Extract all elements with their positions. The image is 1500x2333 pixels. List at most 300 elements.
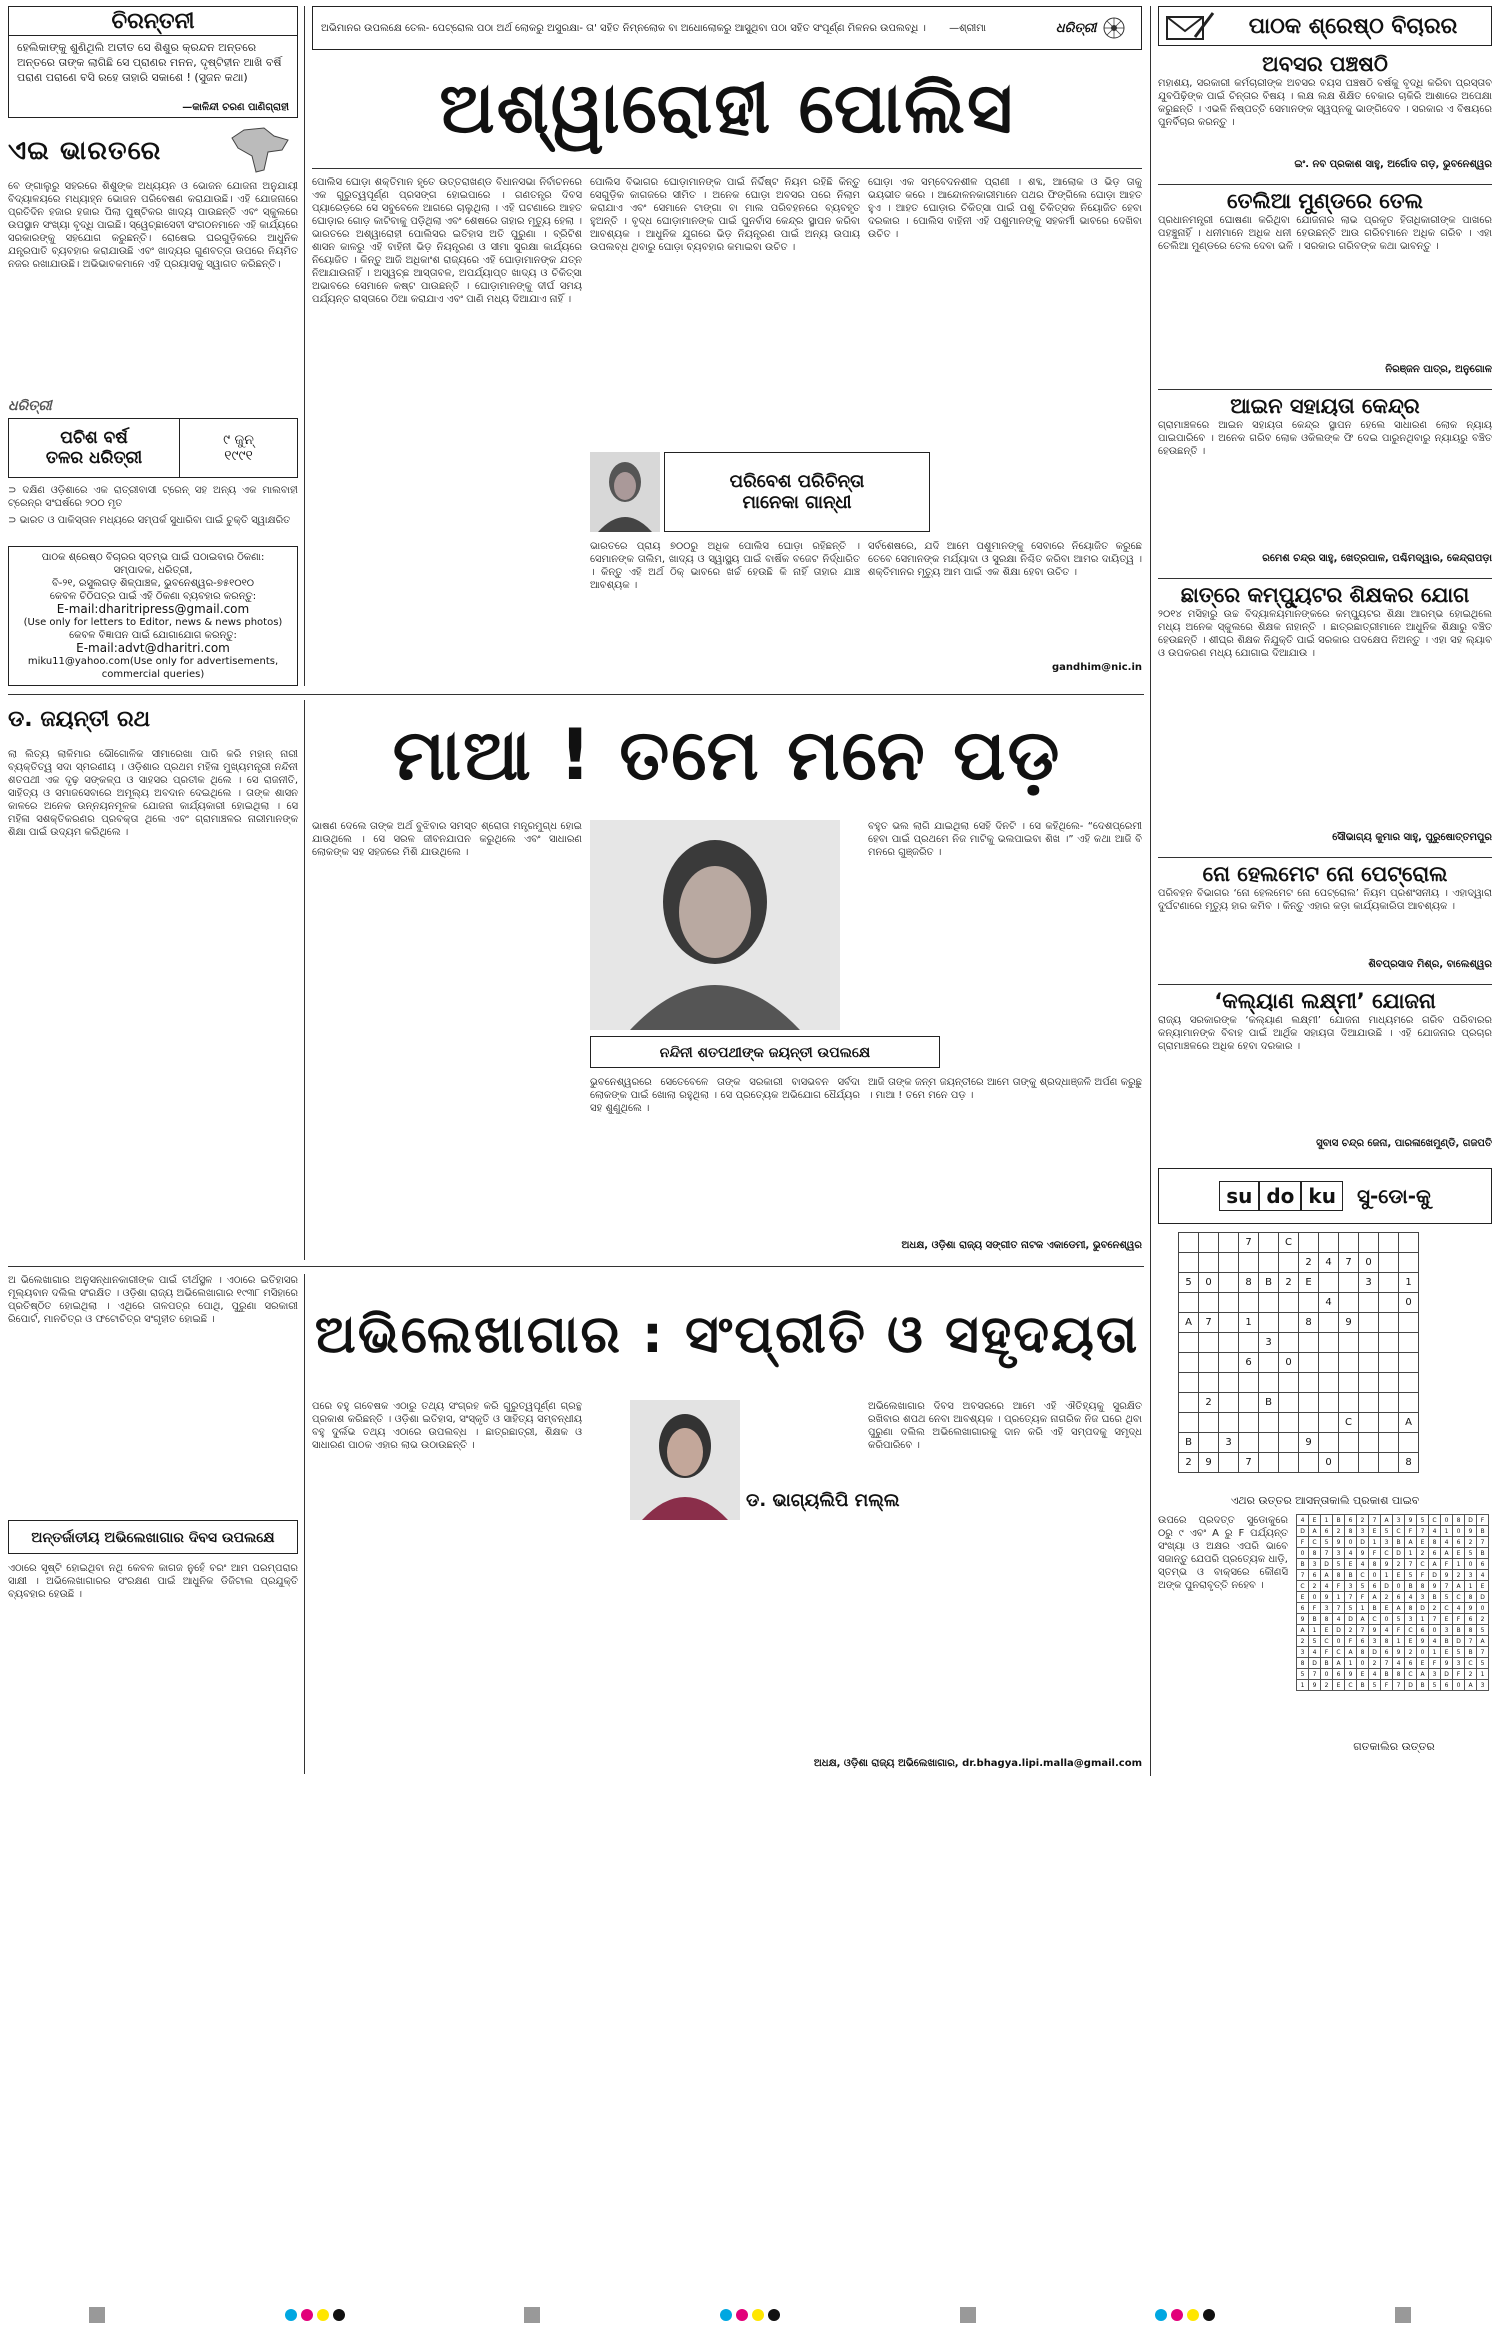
sudoku-row xyxy=(1179,1273,1419,1293)
answer-cell: 1 xyxy=(1477,1669,1489,1680)
pachisha-masthead: ଧରିତ୍ରୀ xyxy=(8,398,52,414)
sudoku-title-su: su xyxy=(1219,1181,1259,1211)
sudoku-cell xyxy=(1399,1373,1419,1393)
letter-body: ଗ୍ରାମାଞ୍ଚଳରେ ଆଇନ ସହାୟତା କେନ୍ଦ୍ର ସ୍ଥାପନ ହେଲେ ସାଧାରଣ ଲୋକ ନ୍ୟାୟ ପାଇପାରିବେ । ଅନେକ ଗରିବ ଲୋକ ଓକିଲଙ୍କ ଫି ଦେଇ ପାରୁନଥିବାରୁ ନ୍ୟାୟରୁ ବଞ୍ଚିତ ହେଉଛନ୍ତି । xyxy=(1158,420,1492,457)
answer-cell: A xyxy=(1405,1537,1417,1548)
sudoku-cell xyxy=(1219,1413,1239,1433)
answer-cell: F xyxy=(1345,1636,1357,1647)
answer-cell: 2 xyxy=(1369,1658,1381,1669)
sudoku-cell xyxy=(1239,1333,1259,1353)
sudoku-cell: 9 xyxy=(1339,1313,1359,1333)
sudoku-cell xyxy=(1359,1313,1379,1333)
answer-cell: D xyxy=(1309,1658,1321,1669)
letter-title: ତେଲିଆ ମୁଣ୍ଡରେ ତେଲ xyxy=(1226,189,1424,213)
answer-cell: 9 xyxy=(1465,1603,1477,1614)
answer-cell: 2 xyxy=(1393,1559,1405,1570)
letter-item xyxy=(1158,989,1492,1159)
answer-cell: A xyxy=(1369,1592,1381,1603)
answer-cell: 9 xyxy=(1441,1658,1453,1669)
archive-subhead: ଅନ୍ତର୍ଜାତୀୟ ଅଭିଲେଖାଗାର ଦିବସ ଉପଲକ୍ଷେ xyxy=(8,1520,298,1554)
answer-cell: 5 xyxy=(1477,1658,1489,1669)
sudoku-row xyxy=(1179,1293,1419,1313)
sudoku-row xyxy=(1297,1647,1489,1658)
sudoku-cell xyxy=(1339,1233,1359,1253)
answer-cell: 3 xyxy=(1453,1658,1465,1669)
answer-cell: C xyxy=(1369,1614,1381,1625)
answer-cell: A xyxy=(1393,1603,1405,1614)
top-quote-logo: ଧରିତ୍ରୀ xyxy=(1055,20,1097,36)
answer-cell: 1 xyxy=(1465,1581,1477,1592)
sudoku-cell xyxy=(1319,1313,1339,1333)
sudoku-row xyxy=(1179,1453,1419,1473)
contact-address-2: ବି-୨୧, ରସୁଲଗଡ଼ ଶିଳ୍ପାଞ୍ଚଳ, ଭୁବନେଶ୍ୱର-୭୫୧୦୧୦ xyxy=(51,578,255,589)
answer-cell: A xyxy=(1441,1548,1453,1559)
answer-cell: 6 xyxy=(1453,1537,1465,1548)
sudoku-cell xyxy=(1379,1373,1399,1393)
sudoku-cell xyxy=(1219,1253,1239,1273)
letter-body: ପ୍ରଧାନମନ୍ତ୍ରୀ ଘୋଷଣା କରିଥିବା ଯୋଜନାର ଲାଭ ପ୍ରକୃତ ହିତାଧିକାରୀଙ୍କ ପାଖରେ ପହଞ୍ଚୁନାହିଁ । ଧନୀମାନେ ଅଧିକ ଧନୀ ହେଉଛନ୍ତି ଆଉ ଗରିବମାନେ ଅଧିକ ଗରିବ । ଏହା ତେଲିଆ ମୁଣ୍ଡରେ ତେଲ ଦେବା ଭଳି । ସରକାର ଗରିବଙ୍କ କଥା ଭାବନ୍ତୁ । xyxy=(1158,215,1492,252)
answer-cell: C xyxy=(1321,1636,1333,1647)
answer-cell: A xyxy=(1297,1625,1309,1636)
answer-cell: 9 xyxy=(1309,1680,1321,1691)
answer-cell: 9 xyxy=(1429,1581,1441,1592)
answer-cell: 1 xyxy=(1369,1537,1381,1548)
maa-article-col-5: ଆଜି ତାଙ୍କ ଜନ୍ମ ଜୟନ୍ତୀରେ ଆମେ ତାଙ୍କୁ ଶ୍ରଦ୍ଧାଞ୍ଜଳି ଅର୍ପଣ କରୁଛୁ । ମାଆ ! ତମେ ମନେ ପଡ଼ । xyxy=(868,1077,1142,1101)
sudoku-cell: C xyxy=(1279,1233,1299,1253)
answer-cell: 7 xyxy=(1321,1548,1333,1559)
sudoku-cell xyxy=(1239,1293,1259,1313)
answer-cell: 8 xyxy=(1321,1614,1333,1625)
sudoku-cell xyxy=(1399,1233,1419,1253)
answer-cell: F xyxy=(1369,1548,1381,1559)
answer-cell: 4 xyxy=(1453,1603,1465,1614)
sudoku-cell xyxy=(1279,1393,1299,1413)
answer-cell: 6 xyxy=(1357,1636,1369,1647)
aji-bharat-header xyxy=(8,126,298,176)
top-quote-text: ଅଭିମାନର ଉପଲକ୍ଷେ ତେଲ- ପେଟ୍ରୋଲ ପଠା ଅର୍ଥ ଲୋକରୁ ଅସୁରକ୍ଷା- ତା' ସହିତ ନିମ୍ନଲୋକ ବା ଅଧୋଲୋକରୁ ଆସୁଥିବା ପଠା ସହିତ ସଂପୂର୍ଣ୍ଣ ମିଳନର ଉପଲବ୍ଧି । xyxy=(321,22,926,34)
answer-cell: 6 xyxy=(1405,1658,1417,1669)
letter-body: ୨୦୧୪ ମସିହାରୁ ଉଚ୍ଚ ବିଦ୍ୟାଳୟମାନଙ୍କରେ କମ୍ପ୍ୟୁଟର ଶିକ୍ଷା ଆରମ୍ଭ ହୋଇଥିଲେ ମଧ୍ୟ ଅନେକ ସ୍କୁଲରେ ଶିକ୍ଷକ ନାହାନ୍ତି । ଛାତ୍ରଛାତ୍ରୀମାନେ ଆଧୁନିକ ଶିକ୍ଷାରୁ ବଞ୍ଚିତ ହେଉଛନ୍ତି । ଶୀଘ୍ର ଶିକ୍ଷକ ନିଯୁକ୍ତି ପାଇଁ ସରକାର ପଦକ୍ଷେପ ନିଅନ୍ତୁ । ଏହା ସହ ଲ୍ୟାବ ଓ ଉପକରଣ ମଧ୍ୟ ଯୋଗାଇ ଦିଆଯାଉ । xyxy=(1158,609,1492,659)
answer-cell: 6 xyxy=(1345,1515,1357,1526)
sudoku-cell xyxy=(1179,1393,1199,1413)
answer-cell: 5 xyxy=(1333,1559,1345,1570)
letter-title: ‘କଲ୍ୟାଣ ଲକ୍ଷ୍ମୀ’ ଯୋଜନା xyxy=(1214,989,1436,1013)
sudoku-cell xyxy=(1379,1273,1399,1293)
answer-cell: 1 xyxy=(1441,1526,1453,1537)
sudoku-row xyxy=(1297,1592,1489,1603)
letter-title: ଆଇନ ସହାୟତା କେନ୍ଦ୍ର xyxy=(1230,394,1420,418)
sudoku-cell xyxy=(1219,1333,1239,1353)
sudoku-cell: E xyxy=(1299,1273,1319,1293)
sudoku-cell xyxy=(1179,1373,1199,1393)
answer-cell: 5 xyxy=(1441,1592,1453,1603)
sudoku-row xyxy=(1179,1313,1419,1333)
answer-cell: 8 xyxy=(1309,1548,1321,1559)
letter-item xyxy=(1158,52,1492,180)
answer-cell: A xyxy=(1309,1526,1321,1537)
sudoku-cell xyxy=(1199,1333,1219,1353)
answer-cell: D xyxy=(1393,1548,1405,1559)
main-article-col-1: ପୋଲିସ ଘୋଡ଼ା ଶକ୍ତିମାନ ହୃତେ ଉତ୍ତରାଖଣ୍ଡ ବିଧାନସଭା ନିର୍ବାଚନରେ ଏକ ଗୁରୁତ୍ୱପୂର୍ଣ୍ଣ ପ୍ରସଙ୍ଗ ହୋଇପାରେ । ଗଣତନ୍ତ୍ର ଦିବସ ପ୍ୟାରେଡ଼ରେ ସେ ସବୁବେଳେ ଆଗରେ ଚାଲୁଥିଲା । ଏହି ଘଟଣାରେ ଆହତ ଘୋଡ଼ାର ଗୋଡ଼ କାଟିବାକୁ ପଡ଼ିଥିଲା ଏବଂ ଶେଷରେ ତାହାର ମୃତ୍ୟୁ ହେଲା । ଭାରତରେ ଅଶ୍ୱାରୋହୀ ପୋଲିସର ଇତିହାସ ଅତି ପୁରୁଣା । ବ୍ରିଟିଶ ଶାସନ କାଳରୁ ଏହି ବାହିନୀ ଭିଡ଼ ନିୟନ୍ତ୍ରଣ ଓ ସୀମା ସୁରକ୍ଷା କାର୍ଯ୍ୟରେ ନିୟୋଜିତ । କିନ୍ତୁ ଆଜି ଅଧିକାଂଶ ରାଜ୍ୟରେ ଏହି ଘୋଡ଼ାମାନଙ୍କ ଯତ୍ନ ନିଆଯାଉନାହିଁ । ଅସ୍ୱଚ୍ଛ ଆସ୍ତାବଳ, ଅପର୍ଯ୍ୟାପ୍ତ ଖାଦ୍ୟ ଓ ଚିକିତ୍ସା ଅଭାବରେ ସେମାନେ କଷ୍ଟ ପାଉଛନ୍ତି । ଘୋଡ଼ାମାନଙ୍କୁ ଦୀର୍ଘ ସମୟ ପର୍ଯ୍ୟନ୍ତ ରାସ୍ତାରେ ଠିଆ କରାଯାଏ ଏବଂ ପାଣି ମଧ୍ୟ ଦିଆଯାଏ ନାହିଁ । xyxy=(312,177,582,305)
answer-cell: 9 xyxy=(1393,1647,1405,1658)
sudoku-row xyxy=(1179,1373,1419,1393)
answer-cell: F xyxy=(1405,1526,1417,1537)
answer-cell: 5 xyxy=(1369,1680,1381,1691)
answer-cell: 0 xyxy=(1297,1548,1309,1559)
answer-cell: 7 xyxy=(1357,1625,1369,1636)
maa-article-col-3: ଭୁବନେଶ୍ୱରରେ ସେତେବେଳେ ତାଙ୍କ ସରକାରୀ ବାସଭବନ ସର୍ବଦା ଲୋକଙ୍କ ପାଇଁ ଖୋଲା ରହୁଥିଲା । ସେ ପ୍ରତ୍ୟେକ ଅଭିଯୋଗ ଧୈର୍ଯ୍ୟର ସହ ଶୁଣୁଥିଲେ । xyxy=(590,1077,860,1114)
sudoku-title-odia: ସୁ-ଡୋ-କୁ xyxy=(1356,1184,1431,1208)
answer-cell: 6 xyxy=(1393,1592,1405,1603)
sudoku-cell: B xyxy=(1179,1433,1199,1453)
answer-cell: A xyxy=(1465,1680,1477,1691)
answer-cell: 3 xyxy=(1309,1559,1321,1570)
sudoku-cell: 3 xyxy=(1219,1433,1239,1453)
sudoku-caption: ଏଥର ଉତ୍ତର ଆସନ୍ତାକାଲି ପ୍ରକାଶ ପାଇବ xyxy=(1230,1494,1420,1507)
answer-cell: 2 xyxy=(1345,1625,1357,1636)
answer-cell: C xyxy=(1333,1647,1345,1658)
answer-cell: E xyxy=(1345,1559,1357,1570)
answer-cell: 0 xyxy=(1477,1603,1489,1614)
answer-cell: B xyxy=(1381,1669,1393,1680)
answer-cell: 3 xyxy=(1333,1548,1345,1559)
answer-cell: C xyxy=(1417,1559,1429,1570)
archive-col-3: ପରେ ବହୁ ଗବେଷକ ଏଠାରୁ ତଥ୍ୟ ସଂଗ୍ରହ କରି ଗୁରୁତ୍ୱପୂର୍ଣ୍ଣ ଗ୍ରନ୍ଥ ପ୍ରକାଶ କରିଛନ୍ତି । ଓଡ଼ିଶା ଇତିହାସ, ସଂସ୍କୃତି ଓ ସାହିତ୍ୟ ସମ୍ବନ୍ଧୀୟ ବହୁ ଦୁର୍ଲଭ ତଥ୍ୟ ଏଠାରେ ଉପଲବ୍ଧ । ଛାତ୍ରଛାତ୍ରୀ, ଶିକ୍ଷକ ଓ ସାଧାରଣ ପାଠକ ଏହାର ଲାଭ ଉଠାଉଛନ୍ତି । xyxy=(312,1401,582,1451)
answer-cell: 4 xyxy=(1441,1537,1453,1548)
answer-cell: B xyxy=(1345,1570,1357,1581)
answer-cell: E xyxy=(1453,1548,1465,1559)
answer-cell: E xyxy=(1417,1537,1429,1548)
sudoku-cell: 4 xyxy=(1319,1293,1339,1313)
answer-cell: A xyxy=(1417,1669,1429,1680)
column-author: ମାନେକା ଗାନ୍ଧୀ xyxy=(742,492,852,513)
answer-cell: 0 xyxy=(1369,1570,1381,1581)
sudoku-cell xyxy=(1339,1273,1359,1293)
sudoku-cell xyxy=(1179,1293,1199,1313)
answer-cell: C xyxy=(1465,1658,1477,1669)
cmyk-dots xyxy=(283,2306,347,2325)
sudoku-cell xyxy=(1239,1413,1259,1433)
answer-cell: 7 xyxy=(1477,1647,1489,1658)
answer-cell: B xyxy=(1429,1592,1441,1603)
answer-cell: 4 xyxy=(1297,1515,1309,1526)
letter-sign: ଶିବପ୍ରସାଦ ମିଶ୍ର, ବାଲେଶ୍ୱର xyxy=(1368,959,1492,970)
sudoku-row xyxy=(1297,1603,1489,1614)
letter-item xyxy=(1158,862,1492,980)
envelope-pen-icon xyxy=(1165,9,1215,43)
sudoku-cell xyxy=(1379,1433,1399,1453)
answer-cell: B xyxy=(1321,1658,1333,1669)
answer-cell: B xyxy=(1453,1625,1465,1636)
answer-cell: B xyxy=(1441,1636,1453,1647)
letter-sign: ସୁବାସ ଚନ୍ଦ୍ର ଜେନା, ପାରଳାଖେମୁଣ୍ଡି, ଗଜପତି xyxy=(1316,1138,1492,1149)
answer-cell: 5 xyxy=(1405,1570,1417,1581)
bhagyalipi-malla-photo xyxy=(630,1400,740,1520)
aji-bharat-body: ବେ ଙ୍ଗାଲୁରୁ ସହରରେ ଶିଶୁଙ୍କ ଅଧ୍ୟୟନ ଓ ଭୋଜନ ଯୋଜନା ଅନୁଯାୟୀ ବିଦ୍ୟାଳୟରେ ମଧ୍ୟାହ୍ନ ଭୋଜନ ପରିବେଷଣ କରାଯାଉଛି। ଏହି ଯୋଜନାରେ ପ୍ରତିଦିନ ହଜାର ହଜାର ପିଲା ପୁଷ୍ଟିକର ଖାଦ୍ୟ ପାଉଛନ୍ତି ଏବଂ ସ୍କୁଲରେ ଉପସ୍ଥାନ ସଂଖ୍ୟା ବୃଦ୍ଧି ପାଇଛି। ସ୍ୱେଚ୍ଛାସେବୀ ସଂଗଠନମାନେ ଏହି କାର୍ଯ୍ୟରେ ସରକାରଙ୍କୁ ସହଯୋଗ କରୁଛନ୍ତି। ରୋଷେଇ ଘରଗୁଡ଼ିକରେ ଆଧୁନିକ ଯନ୍ତ୍ରପାତି ବ୍ୟବହାର କରାଯାଉଛି ଏବଂ ଖାଦ୍ୟର ଗୁଣବତ୍ତା ଉପରେ ନିୟମିତ ନଜର ରଖାଯାଉଛି। ଅଭିଭାବକମାନେ ଏହି ପ୍ରୟାସକୁ ସ୍ୱାଗତ କରିଛନ୍ତି। xyxy=(8,181,298,270)
answer-cell: 3 xyxy=(1297,1647,1309,1658)
answer-cell: D xyxy=(1333,1625,1345,1636)
answer-cell: B xyxy=(1405,1581,1417,1592)
sudoku-cell: C xyxy=(1339,1413,1359,1433)
answer-cell: 8 xyxy=(1453,1515,1465,1526)
main-article-col-2: ପୋଲିସ ବିଭାଗର ଘୋଡ଼ାମାନଙ୍କ ପାଇଁ ନିର୍ଦ୍ଦିଷ୍ଟ ନିୟମ ରହିଛି କିନ୍ତୁ ସେଗୁଡ଼ିକ କାଗଜରେ ସୀମିତ । ଅନେକ ଘୋଡ଼ା ଅବସର ପରେ ନିଲାମ କରାଯାଏ ଏବଂ ସେମାନେ ଟାଙ୍ଗା ବା ମାଲ ପରିବହନରେ ବ୍ୟବହୃତ ହୁଅନ୍ତି । ବୃଦ୍ଧ ଘୋଡ଼ାମାନଙ୍କ ପାଇଁ ପୁନର୍ବାସ କେନ୍ଦ୍ର ସ୍ଥାପନ କରିବା ଆବଶ୍ୟକ । ଆଧୁନିକ ଯୁଗରେ ଭିଡ଼ ନିୟନ୍ତ୍ରଣ ପାଇଁ ଅନ୍ୟ ଉପାୟ ଉପଲବ୍ଧ ଥିବାରୁ ଘୋଡ଼ା ବ୍ୟବହାର କମାଇବା ଉଚିତ । xyxy=(590,177,860,253)
answer-cell: A xyxy=(1333,1658,1345,1669)
black-dot xyxy=(333,2309,345,2321)
sudoku-row xyxy=(1297,1669,1489,1680)
answer-cell: 5 xyxy=(1453,1647,1465,1658)
answer-cell: A xyxy=(1345,1647,1357,1658)
pachisha-date-1: ୯ ଜୁନ୍ xyxy=(223,432,254,448)
answer-cell: 9 xyxy=(1381,1559,1393,1570)
answer-cell: 2 xyxy=(1429,1603,1441,1614)
pachisha-item: ⊃ ଭାରତ ଓ ପାକିସ୍ତାନ ମଧ୍ୟରେ ସମ୍ପର୍କ ସୁଧାରିବା ପାଇଁ ଚୁକ୍ତି ସ୍ୱାକ୍ଷରିତ xyxy=(8,515,291,526)
sudoku-rules: ଉପରେ ପ୍ରଦତ୍ତ ସୁଡୋକୁରେ ୦ରୁ ୯ ଏବଂ A ରୁ F ପର୍ଯ୍ୟନ୍ତ ସଂଖ୍ୟା ଓ ଅକ୍ଷର ଏପରି ଭାବେ ସଜାନ୍ତୁ ଯେପରି ପ୍ରତ୍ୟେକ ଧାଡ଼ି, ସ୍ତମ୍ଭ ଓ ବାକ୍ସରେ କୌଣସି ଅଙ୍କ ପୁନରାବୃତ୍ତି ନହେବ । xyxy=(1158,1515,1288,1591)
answer-cell: C xyxy=(1297,1581,1309,1592)
answer-cell: 8 xyxy=(1333,1570,1345,1581)
sudoku-cell: 9 xyxy=(1299,1433,1319,1453)
answer-cell: D xyxy=(1477,1592,1489,1603)
answer-cell: F xyxy=(1453,1614,1465,1625)
answer-cell: E xyxy=(1297,1592,1309,1603)
sudoku-cell xyxy=(1299,1333,1319,1353)
archive-col-1: ଅ ଭିଲେଖାଗାର ଅନୁସନ୍ଧାନକାରୀଙ୍କ ପାଇଁ ତୀର୍ଥସ୍ଥଳ । ଏଠାରେ ଇତିହାସର ମୂଲ୍ୟବାନ ଦଲିଲ ସଂରକ୍ଷିତ । ଓଡ଼ିଶା ରାଜ୍ୟ ଅଭିଲେଖାଗାର ୧୯୩୮ ମସିହାରେ ପ୍ରତିଷ୍ଠିତ ହୋଇଥିଲା । ଏଥିରେ ତାଳପତ୍ର ପୋଥି, ପୁରୁଣା ସରକାରୀ ରିପୋର୍ଟ, ମାନଚିତ୍ର ଓ ଫଟୋଚିତ୍ର ସଂଗୃହୀତ ହୋଇଛି । xyxy=(8,1275,298,1325)
sudoku-cell xyxy=(1199,1413,1219,1433)
maneka-gandhi-photo xyxy=(590,452,660,532)
magenta-dot xyxy=(736,2309,748,2321)
answer-cell: 0 xyxy=(1441,1515,1453,1526)
answer-cell: E xyxy=(1441,1614,1453,1625)
pachisha-item: ⊃ ଦକ୍ଷିଣ ଓଡ଼ିଶାରେ ଏକ ରାତ୍ରୀବାସୀ ଟ୍ରେନ୍ ସହ ଅନ୍ୟ ଏକ ମାଲବାହୀ ଟ୍ରେନ୍‌ର ସଂଘର୍ଷରେ ୨୦୦ ମୃତ xyxy=(8,485,298,509)
answer-cell: 6 xyxy=(1429,1548,1441,1559)
answer-cell: 2 xyxy=(1297,1636,1309,1647)
answer-cell: 0 xyxy=(1321,1669,1333,1680)
letter-title: ଛାତ୍ରେ କମ୍ପ୍ୟୁଟର ଶିକ୍ଷକର ଯୋଗ xyxy=(1180,583,1470,607)
chirantani-box xyxy=(8,6,298,118)
letter-sign: ଇଂ. ନବ ପ୍ରକାଶ ସାହୁ, ଅର୍ଗୋଦ ଗଡ଼, ଭୁବନେଶ୍ୱର xyxy=(1294,159,1492,170)
answer-cell: 0 xyxy=(1333,1636,1345,1647)
answer-cell: 9 xyxy=(1297,1614,1309,1625)
black-dot xyxy=(768,2309,780,2321)
answer-cell: D xyxy=(1465,1515,1477,1526)
yellow-dot xyxy=(317,2309,329,2321)
editor-email-link[interactable]: E-mail:dharitripress@gmail.com xyxy=(56,602,250,616)
sudoku-cell: A xyxy=(1399,1413,1419,1433)
answer-cell: 9 xyxy=(1369,1625,1381,1636)
answer-cell: 0 xyxy=(1381,1614,1393,1625)
sudoku-puzzle xyxy=(1178,1232,1478,1473)
advert-email-link[interactable]: E-mail:advt@dharitri.com xyxy=(76,641,230,655)
sudoku-row xyxy=(1179,1393,1419,1413)
main-article-col-4: ଭାରତରେ ପ୍ରାୟ ୭୦୦ରୁ ଅଧିକ ପୋଲିସ ଘୋଡ଼ା ରହିଛନ୍ତି । ସେମାନଙ୍କ ତାଲିମ, ଖାଦ୍ୟ ଓ ସ୍ୱାସ୍ଥ୍ୟ ପାଇଁ ବାର୍ଷିକ ବଜେଟ ନିର୍ଦ୍ଧାରିତ । କିନ୍ତୁ ଏହି ଅର୍ଥ ଠିକ୍ ଭାବରେ ଖର୍ଚ୍ଚ ହେଉଛି କି ନାହିଁ ତାହାର ଯାଞ୍ଚ ଆବଶ୍ୟକ । xyxy=(590,541,860,591)
magenta-dot xyxy=(1171,2309,1183,2321)
answer-cell: 3 xyxy=(1477,1680,1489,1691)
answer-cell: 5 xyxy=(1417,1515,1429,1526)
yellow-dot xyxy=(1187,2309,1199,2321)
answer-cell: 6 xyxy=(1465,1614,1477,1625)
sudoku-cell: B xyxy=(1259,1393,1279,1413)
answer-cell: 8 xyxy=(1405,1603,1417,1614)
sudoku-cell: 7 xyxy=(1199,1313,1219,1333)
answer-cell: 1 xyxy=(1357,1603,1369,1614)
answer-cell: E xyxy=(1477,1581,1489,1592)
main-article-email-link[interactable]: gandhim@nic.in xyxy=(1052,662,1142,673)
sudoku-cell xyxy=(1219,1293,1239,1313)
answer-cell: F xyxy=(1297,1537,1309,1548)
sudoku-cell xyxy=(1259,1433,1279,1453)
letter-sign: ସୌଭାଗ୍ୟ କୁମାର ସାହୁ, ପୁରୁଷୋତ୍ତମପୁର xyxy=(1332,832,1492,843)
sudoku-row xyxy=(1297,1614,1489,1625)
answer-cell: D xyxy=(1321,1559,1333,1570)
cyan-dot xyxy=(720,2309,732,2321)
sudoku-cell: 8 xyxy=(1299,1313,1319,1333)
sudoku-cell: 7 xyxy=(1339,1253,1359,1273)
answer-cell: 7 xyxy=(1369,1515,1381,1526)
answer-cell: 9 xyxy=(1405,1515,1417,1526)
sudoku-cell xyxy=(1399,1333,1419,1353)
answer-cell: 0 xyxy=(1465,1559,1477,1570)
sudoku-cell: 8 xyxy=(1239,1273,1259,1293)
answer-cell: 4 xyxy=(1369,1669,1381,1680)
answer-cell: C xyxy=(1453,1592,1465,1603)
sudoku-row xyxy=(1297,1559,1489,1570)
sudoku-cell: 0 xyxy=(1279,1353,1299,1373)
answer-cell: D xyxy=(1345,1614,1357,1625)
answer-cell: 3 xyxy=(1465,1570,1477,1581)
sudoku-cell: 3 xyxy=(1359,1273,1379,1293)
sudoku-cell: 4 xyxy=(1319,1253,1339,1273)
sudoku-cell xyxy=(1179,1333,1199,1353)
answer-cell: 5 xyxy=(1465,1548,1477,1559)
sudoku-row xyxy=(1297,1636,1489,1647)
sudoku-cell xyxy=(1219,1233,1239,1253)
letters-header xyxy=(1158,6,1492,46)
answer-cell: D xyxy=(1453,1636,1465,1647)
answer-cell: 4 xyxy=(1357,1559,1369,1570)
sudoku-cell xyxy=(1379,1393,1399,1413)
answer-cell: F xyxy=(1381,1680,1393,1691)
registration-square xyxy=(89,2307,105,2323)
sudoku-cell xyxy=(1259,1453,1279,1473)
magenta-dot xyxy=(301,2309,313,2321)
letter-item xyxy=(1158,189,1492,385)
sudoku-cell xyxy=(1279,1413,1299,1433)
sudoku-cell: 0 xyxy=(1199,1273,1219,1293)
answer-cell: 2 xyxy=(1465,1537,1477,1548)
cyan-dot xyxy=(1155,2309,1167,2321)
cmyk-dots xyxy=(1153,2306,1217,2325)
sudoku-cell: B xyxy=(1259,1273,1279,1293)
main-headline: ଅଶ୍ୱାରୋହୀ ପୋଲିସ xyxy=(439,67,1015,149)
advert-email-2-link[interactable]: miku11@yahoo.com(Use only for advertisements, commercial queries) xyxy=(27,656,279,680)
sudoku-answer xyxy=(1296,1514,1492,1691)
nandini-satpathy-photo xyxy=(590,820,840,1030)
answer-cell: 7 xyxy=(1297,1570,1309,1581)
answer-cell: 8 xyxy=(1381,1636,1393,1647)
answer-cell: 8 xyxy=(1345,1526,1357,1537)
column-title: ପରିବେଶ ପରିଚିନ୍ତା xyxy=(729,471,865,492)
sudoku-cell: 6 xyxy=(1239,1353,1259,1373)
answer-cell: E xyxy=(1393,1570,1405,1581)
answer-cell: 6 xyxy=(1297,1603,1309,1614)
letters-header-title: ପାଠକ ଶ୍ରେଷ୍ଠ ବିଚାରର xyxy=(1248,13,1458,39)
answer-cell: 8 xyxy=(1297,1658,1309,1669)
sudoku-cell xyxy=(1379,1413,1399,1433)
answer-cell: B xyxy=(1465,1647,1477,1658)
letters-list xyxy=(1158,52,1492,1162)
answer-cell: E xyxy=(1381,1603,1393,1614)
chirantani-author: —କାଳିନ୍ଦୀ ଚରଣ ପାଣିଗ୍ରାହୀ xyxy=(182,102,289,113)
answer-cell: 1 xyxy=(1453,1559,1465,1570)
answer-cell: F xyxy=(1453,1669,1465,1680)
sudoku-cell: 9 xyxy=(1199,1453,1219,1473)
cyan-dot xyxy=(285,2309,297,2321)
registration-square xyxy=(960,2307,976,2323)
answer-cell: A xyxy=(1357,1614,1369,1625)
answer-cell: E xyxy=(1357,1669,1369,1680)
letter-body: ମହାଶୟ, ସରକାରୀ କର୍ମଚାରୀଙ୍କ ଅବସର ବୟସ ପଞ୍ଚଷଠି ବର୍ଷକୁ ବୃଦ୍ଧି କରିବା ପ୍ରସ୍ତାବ ଯୁବପିଢ଼ିଙ୍କ ପାଇଁ ଚିନ୍ତାର ବିଷୟ । ଲକ୍ଷ ଲକ୍ଷ ଶିକ୍ଷିତ ବେକାର ଚାକିରି ଆଶାରେ ଅପେକ୍ଷା କରୁଛନ୍ତି । ଏଭଳି ନିଷ୍ପତ୍ତି ସେମାନଙ୍କ ସ୍ୱପ୍ନକୁ ଭାଙ୍ଗିଦେବ । ସରକାର ଏ ବିଷୟରେ ପୁନର୍ବିଚାର କରନ୍ତୁ । xyxy=(1158,78,1492,128)
sudoku-cell xyxy=(1379,1333,1399,1353)
archive-sign: ଅଧକ୍ଷ, ଓଡ଼ିଶା ରାଜ୍ୟ ଅଭିଲେଖାଗାର, dr.bhagya.lipi.malla@gmail.com xyxy=(813,1758,1142,1769)
sudoku-row xyxy=(1297,1625,1489,1636)
sudoku-cell xyxy=(1359,1373,1379,1393)
sudoku-row xyxy=(1297,1548,1489,1559)
answer-cell: 3 xyxy=(1393,1515,1405,1526)
letter-body: ରାଜ୍ୟ ସରକାରଙ୍କ ‘କଲ୍ୟାଣ ଲକ୍ଷ୍ମୀ’ ଯୋଜନା ମାଧ୍ୟମରେ ଗରିବ ପରିବାରର କନ୍ୟାମାନଙ୍କ ବିବାହ ପାଇଁ ଆର୍ଥିକ ସହାୟତା ଦିଆଯାଉଛି । ଏହି ଯୋଜନାର ପ୍ରଚାର ଗ୍ରାମାଞ୍ଚଳରେ ଅଧିକ ହେବା ଦରକାର । xyxy=(1158,1015,1492,1052)
answer-cell: 7 xyxy=(1405,1559,1417,1570)
sudoku-row xyxy=(1297,1526,1489,1537)
answer-cell: B xyxy=(1417,1680,1429,1691)
top-quote-author: —ଶ୍ରୀମା xyxy=(949,22,987,34)
answer-cell: 7 xyxy=(1381,1658,1393,1669)
sudoku-cell xyxy=(1239,1433,1259,1453)
letter-body: ପରିବହନ ବିଭାଗର ‘ନୋ ହେଲମେଟ ନୋ ପେଟ୍ରୋଲ’ ନିୟମ ପ୍ରଶଂସନୀୟ । ଏହାଦ୍ୱାରା ଦୁର୍ଘଟଣାରେ ମୃତ୍ୟୁ ହାର କମିବ । କିନ୍ତୁ ଏହାର କଡ଼ା କାର୍ଯ୍ୟକାରିତା ଆବଶ୍ୟକ । xyxy=(1158,888,1492,912)
answer-cell: 4 xyxy=(1309,1647,1321,1658)
answer-cell: 7 xyxy=(1429,1614,1441,1625)
sudoku-cell xyxy=(1359,1293,1379,1313)
answer-cell: 7 xyxy=(1441,1581,1453,1592)
india-map-icon xyxy=(224,126,294,174)
answer-cell: E xyxy=(1417,1658,1429,1669)
sudoku-cell xyxy=(1339,1453,1359,1473)
sudoku-grid xyxy=(1178,1232,1419,1473)
answer-cell: A xyxy=(1321,1570,1333,1581)
letter-item xyxy=(1158,394,1492,574)
answer-cell: 2 xyxy=(1405,1647,1417,1658)
sudoku-cell xyxy=(1259,1353,1279,1373)
sudoku-cell xyxy=(1219,1453,1239,1473)
answer-cell: 5 xyxy=(1393,1614,1405,1625)
answer-cell: 0 xyxy=(1429,1625,1441,1636)
answer-cell: B xyxy=(1357,1680,1369,1691)
sudoku-cell xyxy=(1319,1273,1339,1293)
sudoku-cell: A xyxy=(1179,1313,1199,1333)
sudoku-cell: 7 xyxy=(1239,1453,1259,1473)
answer-cell: A xyxy=(1453,1581,1465,1592)
chirantani-title: ଚିରନ୍ତନୀ xyxy=(111,8,195,34)
answer-cell: 5 xyxy=(1429,1680,1441,1691)
answer-cell: 4 xyxy=(1429,1526,1441,1537)
answer-cell: D xyxy=(1381,1581,1393,1592)
answer-cell: D xyxy=(1441,1669,1453,1680)
sudoku-cell xyxy=(1319,1433,1339,1453)
answer-cell: 0 xyxy=(1393,1581,1405,1592)
answer-cell: 2 xyxy=(1357,1515,1369,1526)
answer-cell: 4 xyxy=(1381,1625,1393,1636)
answer-cell: 3 xyxy=(1321,1603,1333,1614)
answer-cell: 9 xyxy=(1357,1548,1369,1559)
sudoku-cell xyxy=(1279,1433,1299,1453)
answer-cell: E xyxy=(1369,1526,1381,1537)
